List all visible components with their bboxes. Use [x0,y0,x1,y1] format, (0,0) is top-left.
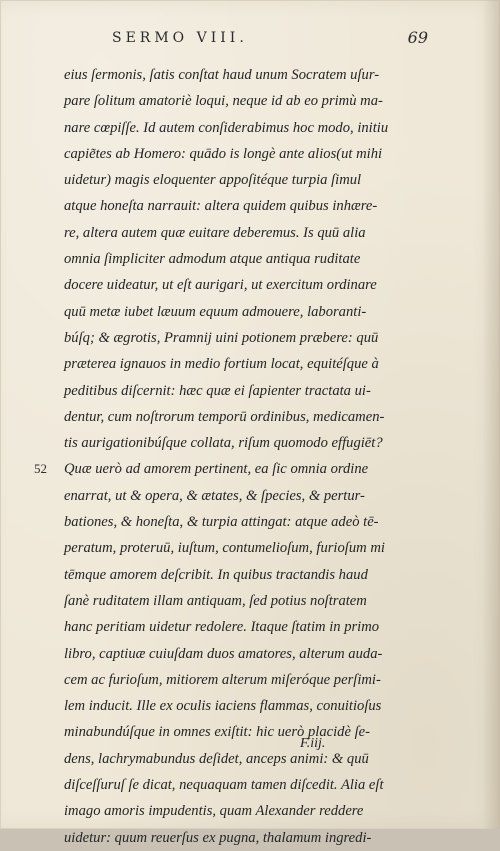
text-line: dens, lachrymabundus deſidet, anceps animi: & quū [64,750,369,767]
running-head [0,30,500,50]
signature-mark: F.iij. [300,736,326,751]
text-line: dentur, cum noſtrorum temporū ordinibus, medicamen- [64,408,385,425]
running-title: SERMO VIII. [112,30,248,46]
text-line: uidetur: quum reuerſus ex pugna, thalamum ingredi- [64,829,372,846]
text-line: diſceſſuruſ ſe dicat, nequaquam tamen diſcedit. Alia eſt [64,777,384,794]
text-line: cem ac furioſum, mitiorem alterum miſeróque perſimi- [64,671,381,688]
text-line: eius ſermonis, ſatis conſtat haud unum Socratem uſur- [64,67,380,83]
page-number: 69 [407,28,428,47]
text-line: capie͂tes ab Homero: quādo is longè ante alios(ut mihi [64,145,383,162]
text-line: minabundúſque in omnes exiſtit: hic uerò placidè ſe- [64,724,370,741]
text-line: hanc peritiam uidetur redolere. Itaque ſtatim in primo [64,619,380,636]
text-line: quū metæ iubet læuum equum admouere, laboranti- [64,303,367,320]
text-line: nare cœpiſſe. Id autem conſiderabimus hoc modo, initiu [64,119,389,136]
text-line: re, altera autem quæ euitare deberemus. Is quū alia [64,224,366,241]
text-line: peditibus diſcernit: hæc quæ ei ſapienter tractata ui- [64,382,371,399]
text-line-content: Quæ uerò ad amorem pertinent, ea ſic omnia ordine [64,461,369,478]
text-line: atque honeſta narrauit: altera quidem quibus inhære- [64,198,378,215]
text-line: omnia ſimpliciter admodum atque antiqua ruditate [64,251,361,268]
text-line: enarrat, ut & opera, & ætates, & ſpecies, & pertur- [64,487,365,504]
page-edge-shadow [482,0,500,829]
text-line: imago amoris impudentis, quam Alexander reddere [64,803,364,820]
marginal-note: 52 [34,461,47,477]
text-line: docere uideatur, ut eſt aurigari, ut exercitum ordinare [64,277,377,294]
body-text [34,62,414,851]
text-line: bationes, & honeſta, & turpia attingat: atque adeò tē- [64,514,379,531]
text-line: libro, captiuæ cuiuſdam duos amatores, alterum auda- [64,645,383,662]
text-line: peratum, proteruū, iuſtum, contumelioſum, furioſum mi [64,540,385,557]
text-line: pare ſolitum amatoriè loqui, neque id ab eo primù ma- [64,93,383,110]
text-line: tēmque amorem deſcribit. In quibus tractandis haud [64,566,368,583]
text-line-with-marginal [34,456,414,482]
text-line: uidetur) magis eloquenter appoſitéque turpia ſimul [64,172,362,189]
text-line: lem inducit. Ille ex oculis iaciens flammas, conuitioſus [64,698,382,715]
text-line: ſanè ruditatem illam antiquam, ſed potius noſtratem [64,592,367,609]
text-line: præterea ignauos in medio fortium locat, equitéſque à [64,356,379,373]
text-line: búſq; & ægrotis, Pramnij uini potionem præbere: quū [64,329,379,346]
text-line: tis aurigationibúſque collata, riſum quomodo effugiēt? [64,435,383,452]
